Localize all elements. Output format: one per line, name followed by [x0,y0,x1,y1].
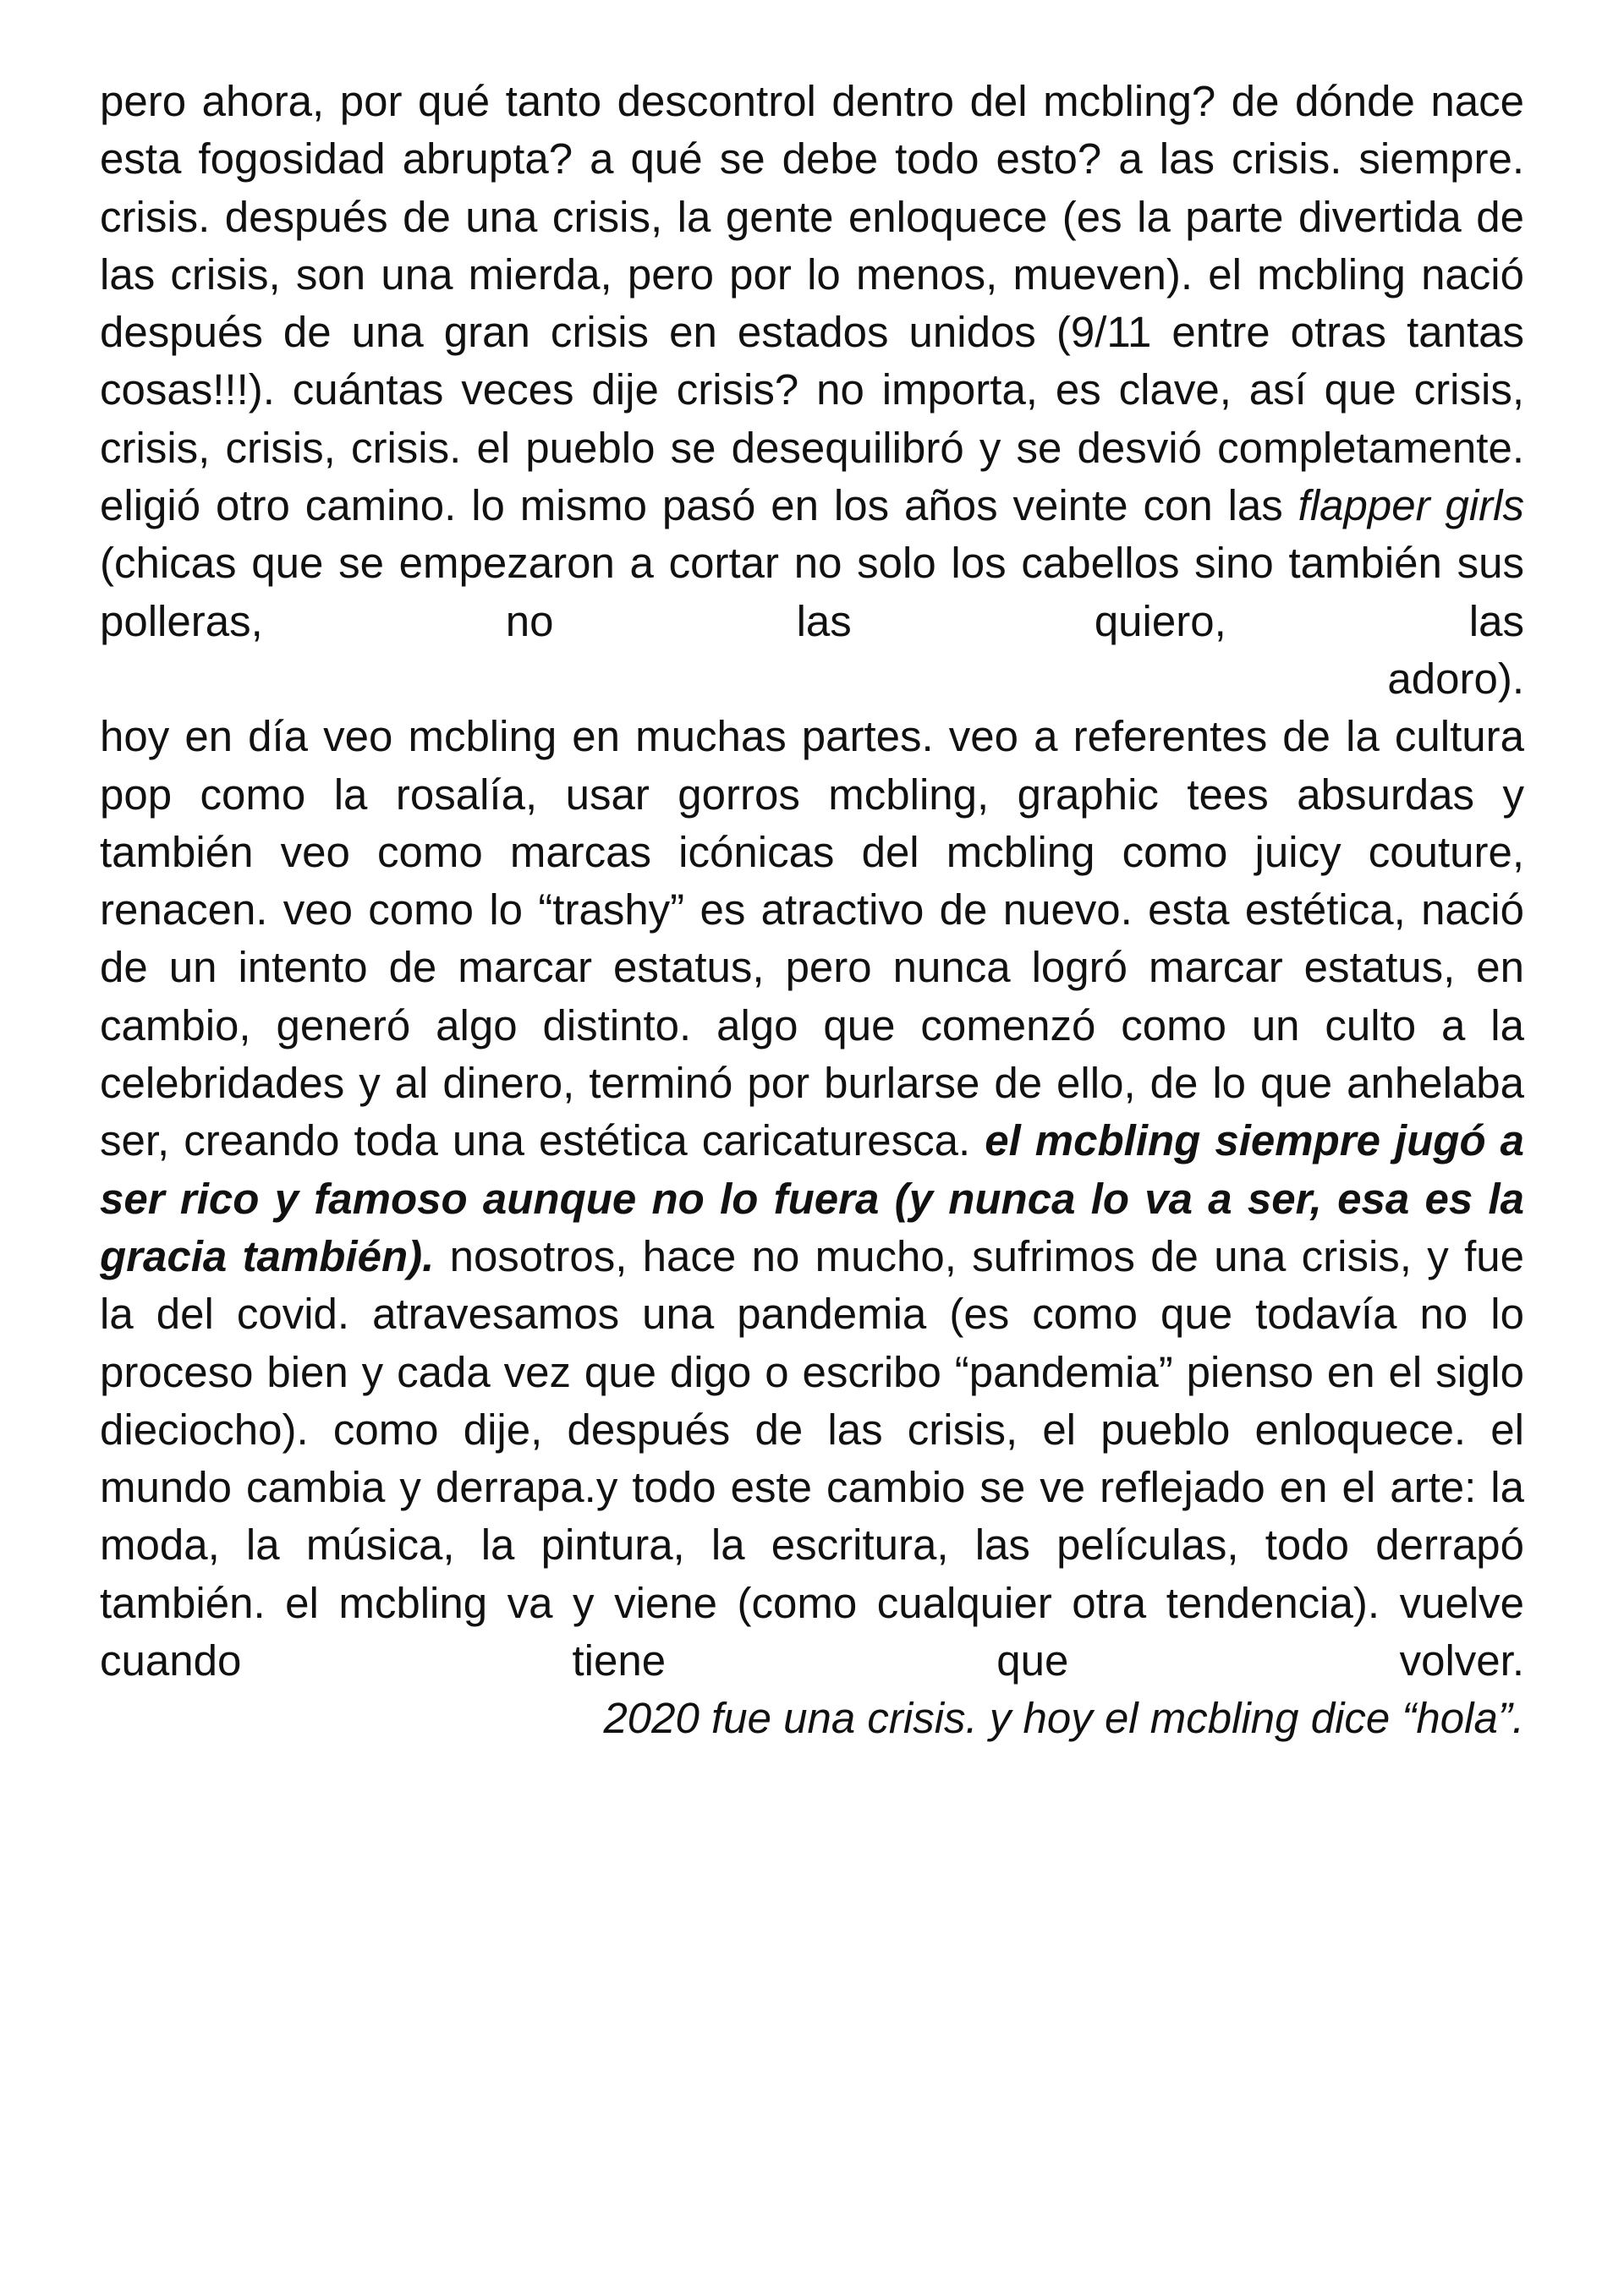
paragraph-2 [100,708,1524,1690]
closing-line: 2020 fue una crisis. y hoy el mcbling dice “hola”. [603,1694,1524,1743]
essay-body [100,73,1524,1748]
paragraph-2-text-a: hoy en día veo mcbling en muchas partes. veo a referentes de la cultura pop como la rosalía, usar gorros mcbling, graphic tees absurdas y también veo como marcas icónicas del mcbling como juicy couture, renacen. veo como lo “trashy” es atractivo de nuevo. esta estética, nació de un intento de marcar estatus, pero nunca logró marcar estatus, en cambio, generó algo distinto. algo que comenzó como un culto a la celebridades y al dinero, terminó por burlarse de ello, de lo que anhelaba ser, creando toda una estética caricaturesca. [100,712,1524,1165]
paragraph-1-text-a: pero ahora, por qué tanto descontrol dentro del mcbling? de dónde nace esta fogosidad abrupta? a qué se debe todo esto? a las crisis. siempre. crisis. después de una crisis, la gente enloquece (es la parte divertida de las crisis, son una mierda, pero por lo menos, mueven). el mcbling nació después de una gran crisis en estados unidos (9/11 entre otras tantas cosas!!!). cuántas veces dije crisis? no importa, es clave, así que crisis, crisis, crisis, crisis. el pueblo se desequilibró y se desvió completamente. eligió otro camino. lo mismo pasó en los años veinte con las [100,77,1524,530]
paragraph-1 [100,73,1524,650]
italic-term-flapper-girls: flapper girls [1298,481,1524,530]
paragraph-1-last-word: adoro). [1387,654,1524,703]
bold-italic-emphasis: el mcbling siempre jugó a ser rico y famoso aunque no lo fuera (y nunca lo va a ser, esa es la gracia también). [100,1116,1525,1280]
paragraph-1-text-b: (chicas que se empezaron a cortar no solo los cabellos sino también sus polleras, no las quiero, las [100,539,1524,645]
paragraph-2-text-b: nosotros, hace no mucho, sufrimos de una crisis, y fue la del covid. atravesamos una pandemia (es como que todavía no lo proceso bien y cada vez que digo o escribo “pandemia” pienso en el siglo dieciocho). como dije, después de las crisis, el pueblo enloquece. el mundo cambia y derrapa.y todo este cambio se ve reflejado en el arte: la moda, la música, la pintura, la escritura, las películas, todo derrapó también. el mcbling va y viene (como cualquier otra tendencia). vuelve cuando tiene que volver. [100,1231,1524,1685]
